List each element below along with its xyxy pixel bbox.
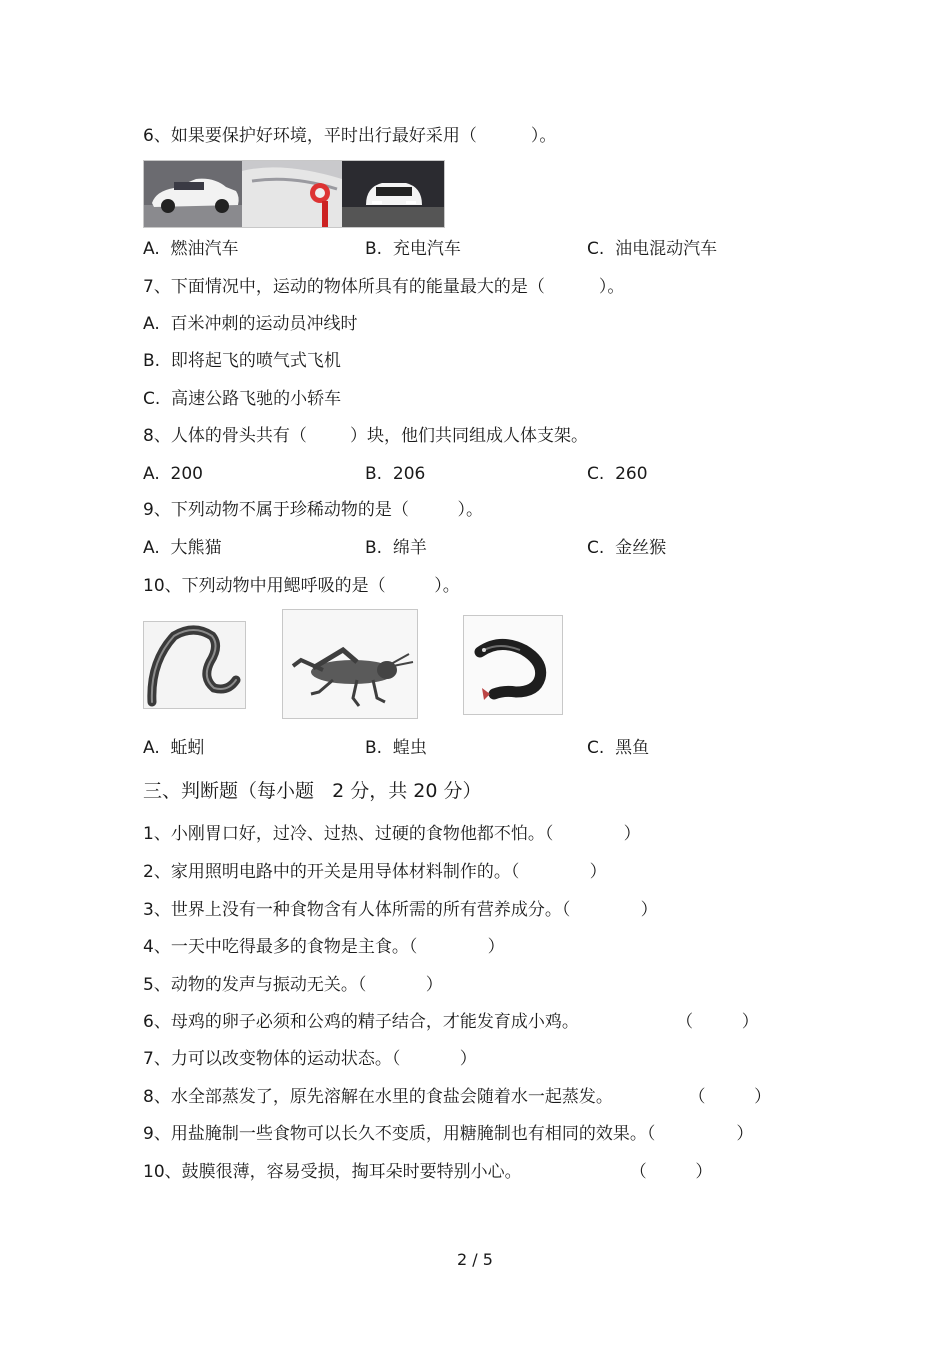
hybrid-car-photo-icon [342,161,444,227]
section-3-heading: 三、判断题（每小题 2 分，共 20 分） [143,780,482,802]
question-6-option-b[interactable]: B. 充电汽车 [365,239,461,259]
question-8-option-a[interactable]: A. 200 [143,464,203,484]
question-8-option-c[interactable]: C. 260 [587,464,648,484]
judgment-item[interactable]: 9、用盐腌制一些食物可以长久不变质，用糖腌制也有相同的效果。（ ） [143,1124,754,1144]
car-photo-icon [144,161,242,227]
question-7-option-c[interactable]: C. 高速公路飞驰的小轿车 [143,389,342,409]
grasshopper-photo-icon [282,609,418,719]
judgment-item[interactable]: 1、小刚胃口好，过冷、过热、过硬的食物他都不怕。（ ） [143,824,641,844]
question-7-option-a[interactable]: A. 百米冲刺的运动员冲线时 [143,314,358,334]
earthworm-photo-icon [143,621,246,709]
question-8-stem: 8、人体的骨头共有（ ）块，他们共同组成人体支架。 [143,426,589,446]
judgment-item[interactable]: 8、水全部蒸发了，原先溶解在水里的食盐会随着水一起蒸发。 （ ） [143,1087,772,1107]
question-6-stem: 6、如果要保护好环境，平时出行最好采用（ ）。 [143,126,557,146]
judgment-item[interactable]: 4、一天中吃得最多的食物是主食。（ ） [143,937,505,957]
charging-car-photo-icon [242,161,342,227]
question-10-option-c[interactable]: C. 黑鱼 [587,738,650,758]
question-9-stem: 9、下列动物不属于珍稀动物的是（ ）。 [143,500,483,520]
question-8-option-b[interactable]: B. 206 [365,464,426,484]
question-7-option-b[interactable]: B. 即将起飞的喷气式飞机 [143,351,341,371]
judgment-item[interactable]: 6、母鸡的卵子必须和公鸡的精子结合，才能发育成小鸡。 （ ） [143,1012,759,1032]
question-6-image-strip [143,160,445,228]
judgment-item[interactable]: 7、力可以改变物体的运动状态。（ ） [143,1049,477,1069]
question-10-stem: 10、下列动物中用鳃呼吸的是（ ）。 [143,576,460,596]
question-10-option-b[interactable]: B. 蝗虫 [365,738,427,758]
question-10-option-a[interactable]: A. 蚯蚓 [143,738,205,758]
judgment-item[interactable]: 5、动物的发声与振动无关。（ ） [143,975,443,995]
judgment-item[interactable]: 3、世界上没有一种食物含有人体所需的所有营养成分。（ ） [143,900,658,920]
blackfish-photo-icon [463,615,563,715]
judgment-item[interactable]: 2、家用照明电路中的开关是用导体材料制作的。（ ） [143,862,607,882]
question-9-option-a[interactable]: A. 大熊猫 [143,538,222,558]
question-7-stem: 7、下面情况中，运动的物体所具有的能量最大的是（ ）。 [143,277,625,297]
judgment-item[interactable]: 10、鼓膜很薄，容易受损，掏耳朵时要特别小心。 （ ） [143,1162,713,1182]
question-9-option-b[interactable]: B. 绵羊 [365,538,427,558]
question-6-option-a[interactable]: A. 燃油汽车 [143,239,239,259]
page-number: 2 / 5 [457,1250,493,1269]
question-6-option-c[interactable]: C. 油电混动汽车 [587,239,718,259]
question-9-option-c[interactable]: C. 金丝猴 [587,538,667,558]
